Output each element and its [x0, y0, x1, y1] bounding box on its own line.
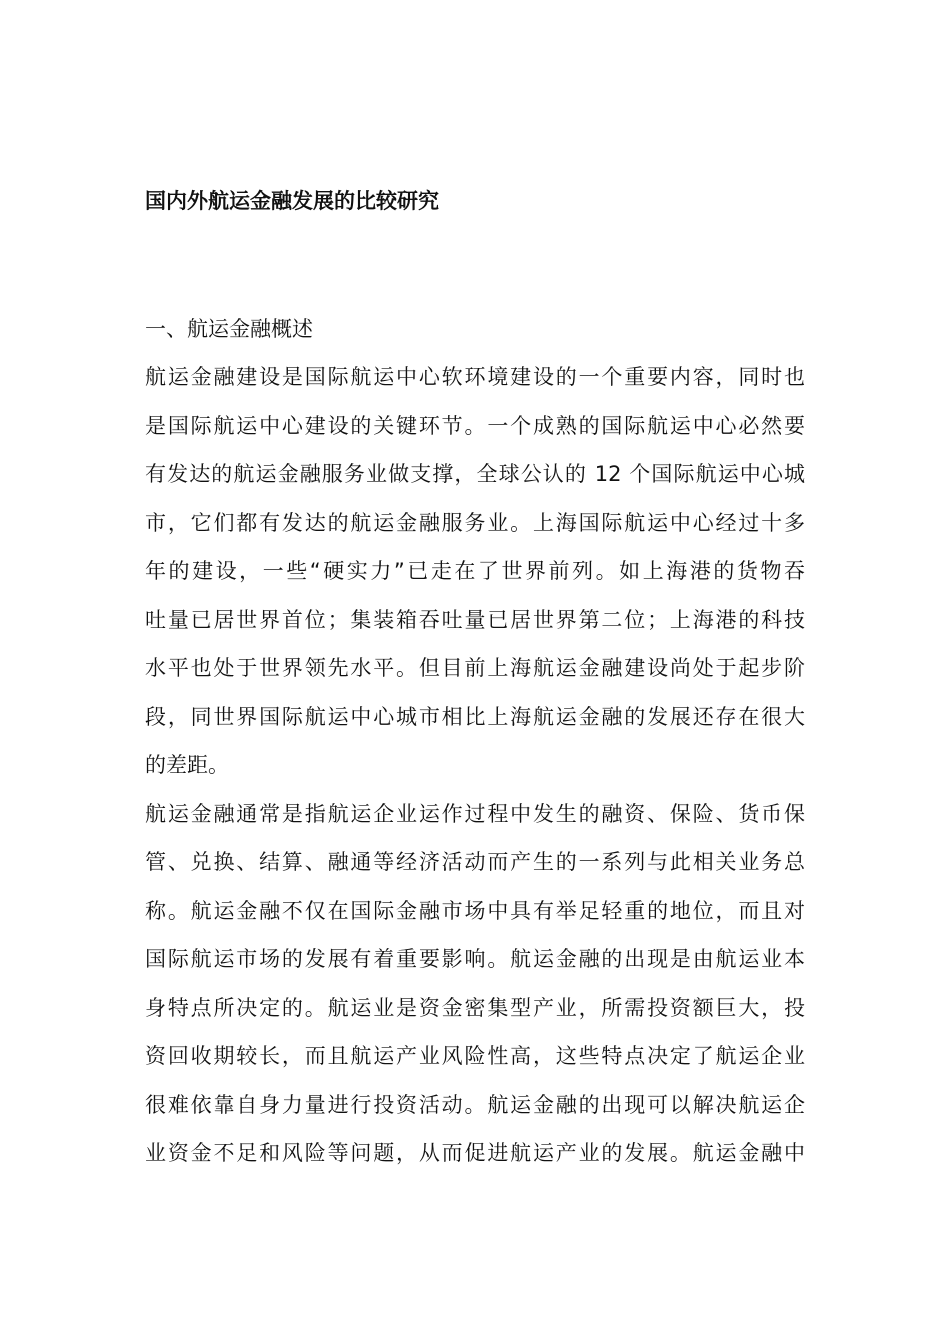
paragraph-line: 航运金融通常是指航运企业运作过程中发生的融资、保险、货币保: [145, 801, 805, 826]
paragraph-line: 业资金不足和风险等问题，从而促进航运产业的发展。航运金融中: [145, 1141, 805, 1165]
paragraph-line: 水平也处于世界领先水平。但目前上海航运金融建设尚处于起步阶: [145, 656, 805, 680]
paragraph-line: 资回收期较长，而且航运产业风险性高，这些特点决定了航运企业: [145, 1044, 805, 1068]
paragraph-line: 是国际航运中心建设的关键环节。一个成熟的国际航运中心必然要: [145, 413, 805, 438]
paragraph-line: 有发达的航运金融服务业做支撑，全球公认的 12 个国际航运中心城: [145, 462, 805, 486]
document-title: 国内外航运金融发展的比较研究: [145, 189, 439, 213]
paragraph-line: 段，同世界国际航运中心城市相比上海航运金融的发展还存在很大: [145, 704, 805, 729]
paragraph-line: 年的建设，一些“硬实力”已走在了世界前列。如上海港的货物吞: [145, 559, 805, 583]
paragraph-line: 身特点所决定的。航运业是资金密集型产业，所需投资额巨大，投: [145, 995, 805, 1020]
paragraph-line: 的差距。: [145, 753, 229, 777]
paragraph-line: 航运金融建设是国际航运中心软环境建设的一个重要内容，同时也: [145, 365, 805, 389]
paragraph-line: 称。航运金融不仅在国际金融市场中具有举足轻重的地位，而且对: [145, 898, 805, 923]
paragraph-2: [145, 790, 805, 1178]
paragraph-line: 管、兑换、结算、融通等经济活动而产生的一系列与此相关业务总: [145, 850, 805, 874]
paragraph-line: 很难依靠自身力量进行投资活动。航运金融的出现可以解决航运企: [145, 1092, 805, 1117]
document-body: [145, 305, 805, 1178]
paragraph-line: 国际航运市场的发展有着重要影响。航运金融的出现是由航运业本: [145, 947, 805, 971]
paragraph-line: 市，它们都有发达的航运金融服务业。上海国际航运中心经过十多: [145, 510, 805, 535]
paragraph-1: [145, 353, 805, 790]
section-heading: 一、航运金融概述: [145, 317, 313, 341]
paragraph-line: 吐量已居世界首位；集装箱吞吐量已居世界第二位；上海港的科技: [145, 607, 805, 632]
